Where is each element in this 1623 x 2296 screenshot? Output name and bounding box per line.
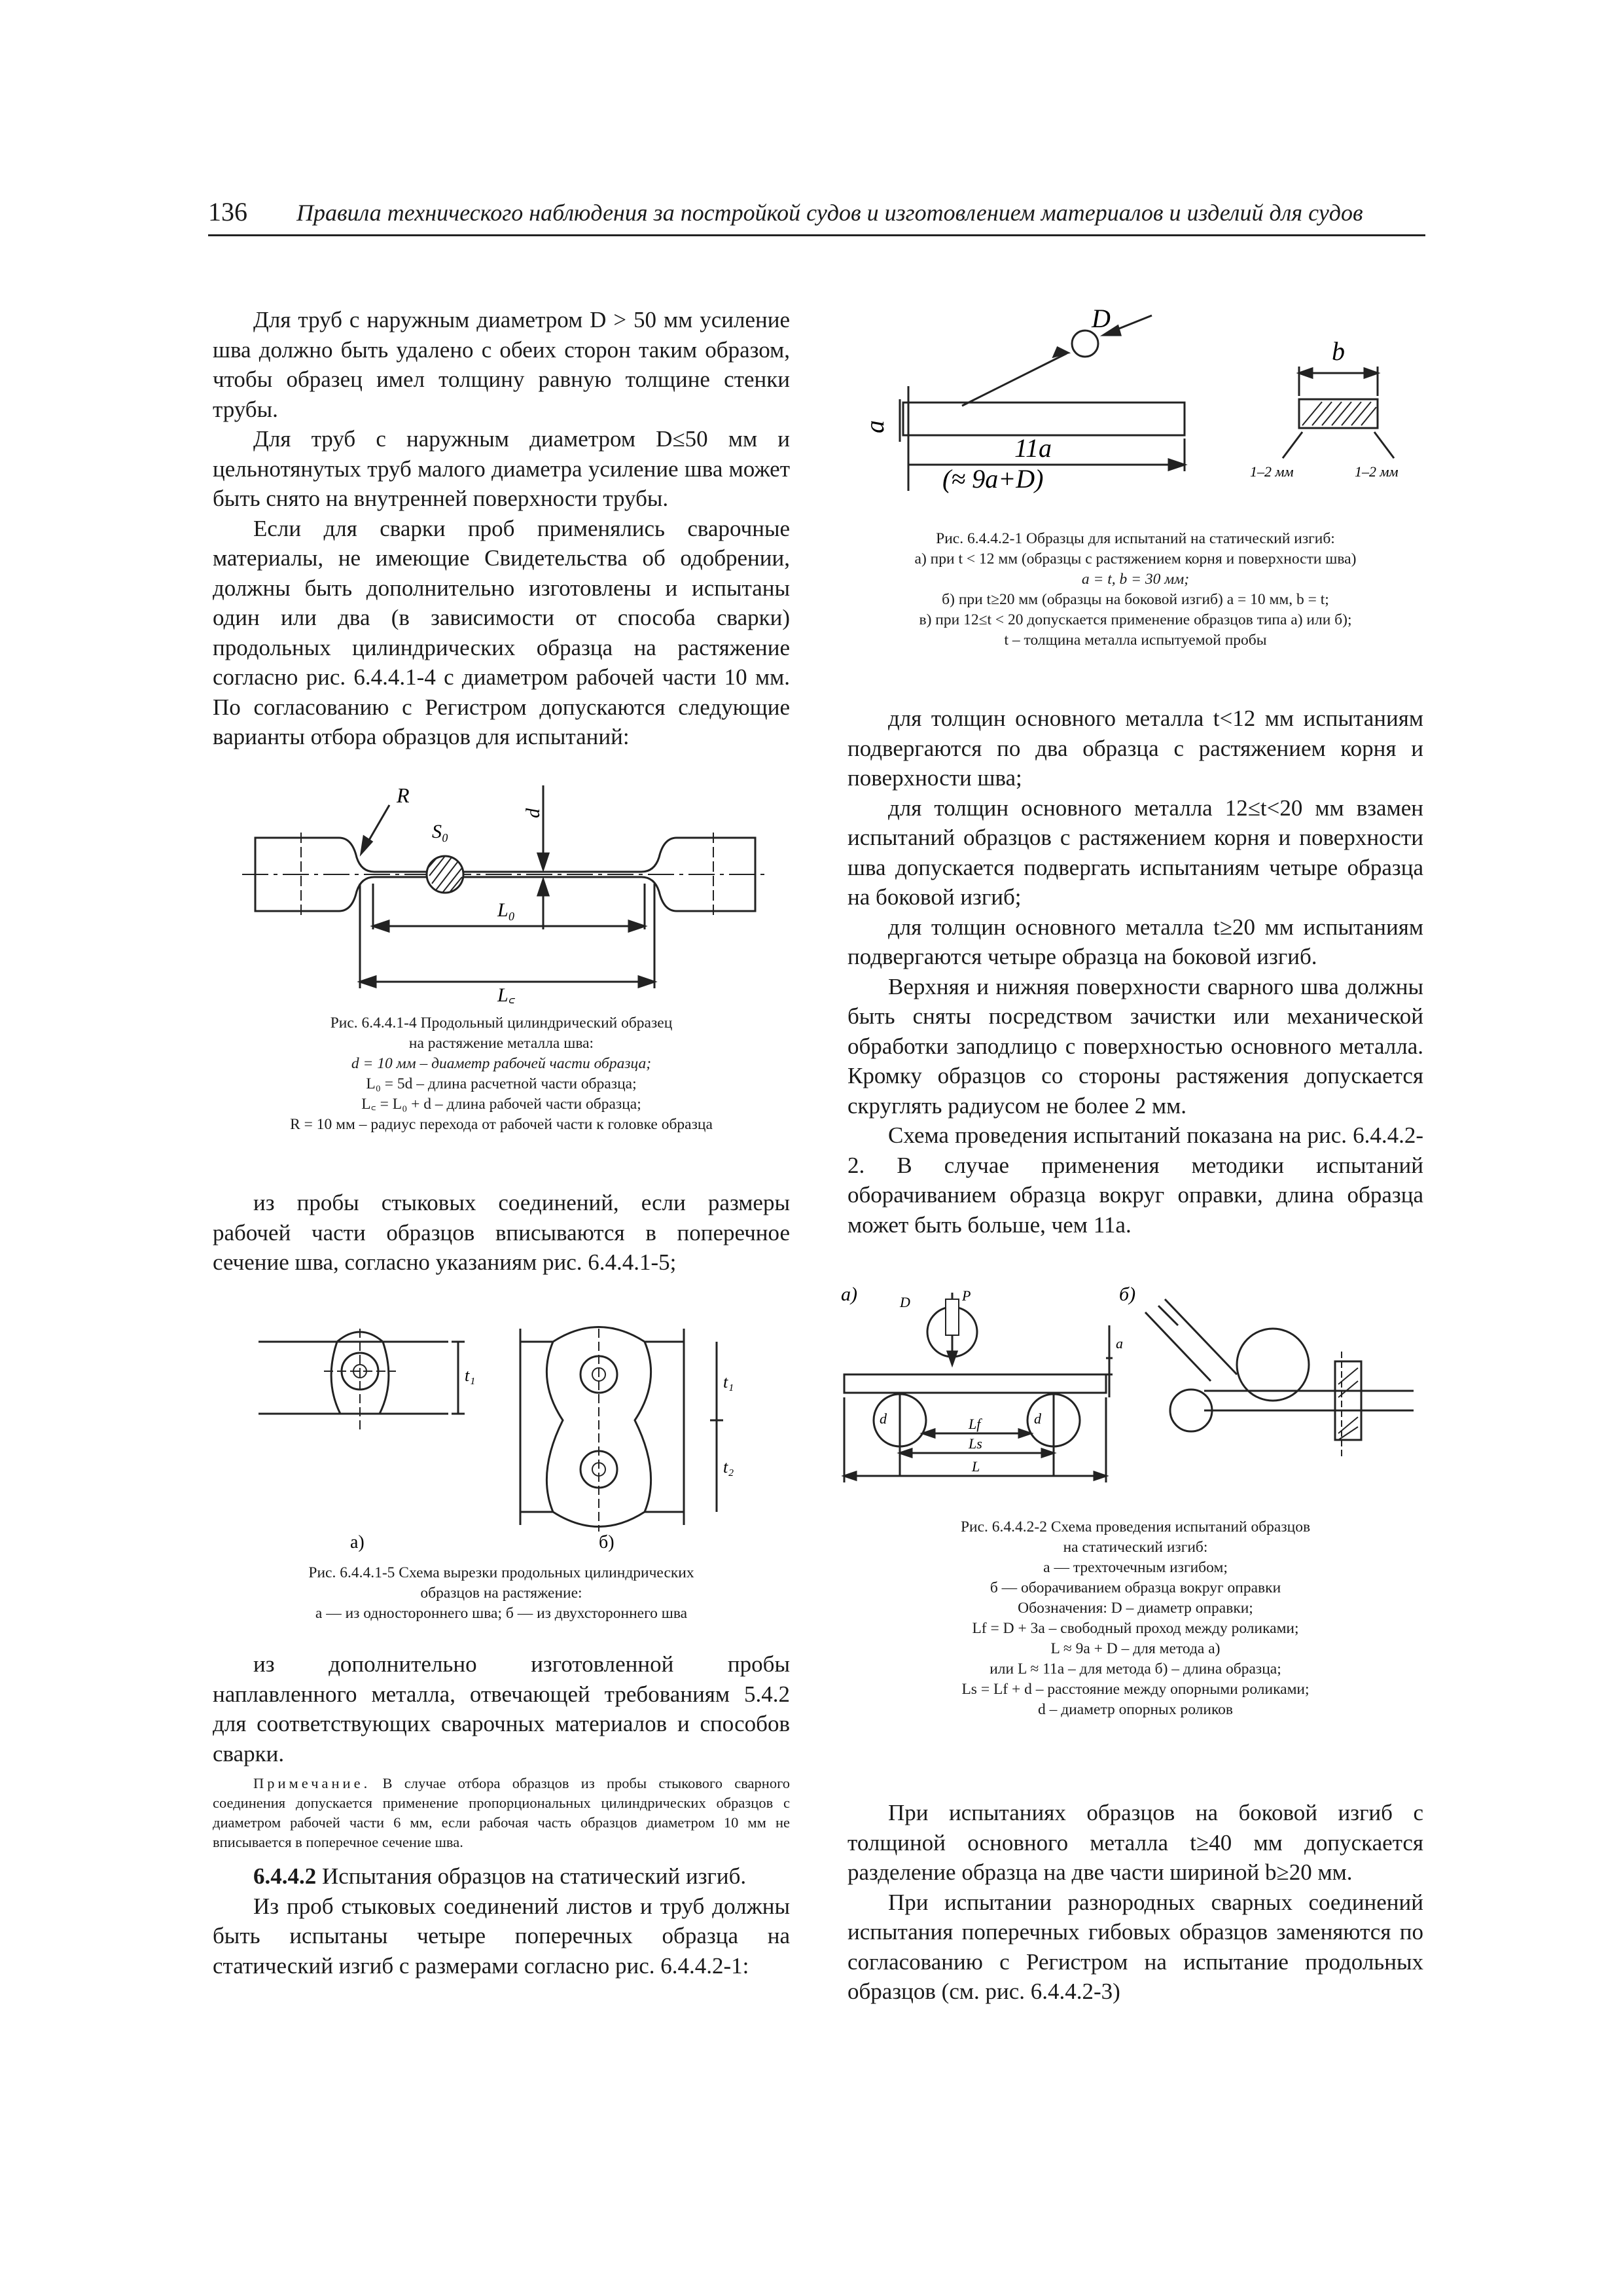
page-number: 136 (208, 197, 247, 226)
paragraph: Для труб с наружным диаметром D > 50 мм усиление шва должно быть удалено с обеих сторон таким образом, чтобы образец имел толщину равную толщине стенки трубы. (213, 307, 790, 422)
caption-line: б) при t≥20 мм (образцы на боковой изгиб) a = 10 мм, b = t; (942, 591, 1329, 608)
paragraph: Из проб стыковых соединений листов и труб должны быть испытаны четыре поперечных образца на статический изгиб с размерами согласно рис. 6.4.4.2-1: (213, 1893, 790, 1979)
paragraph: Схема проведения испытаний показана на рис. 6.4.4.2-2. В случае применения методики испытаний оборачиванием образца вокруг оправки, длина образца может быть больше, чем 11a. (847, 1122, 1423, 1238)
paragraph: При испытании разнородных сварных соединений испытания поперечных гибовых образцов заменяются по согласованию с Регистром на испытание продольных образцов (см. рис. 6.4.4.2-3) (847, 1889, 1423, 2004)
figure-caption-6-4-4-1-5 (213, 1563, 790, 1624)
caption-line: б — оборачиванием образца вокруг оправки (990, 1579, 1281, 1596)
label-variant-b: б) (599, 1532, 615, 1552)
figure-cutting-scheme (259, 1316, 782, 1551)
note (213, 1774, 790, 1852)
label-D: D (1092, 304, 1111, 333)
paragraph: Верхняя и нижняя поверхности сварного шва должны быть сняты посредством зачистки или механической обработки заподлицо с поверхностью основного металла. Кромку образцов со стороны растяжения допускается скруглять радиусом не более 2 мм. (847, 973, 1423, 1119)
left-text-block-2 (213, 1188, 790, 1278)
caption-line: L ≈ 9a + D – для метода а) (1050, 1640, 1221, 1657)
paragraph: для толщин основного металла t≥20 мм испытаниям подвергаются четыре образца на боковой изгиб. (847, 914, 1423, 969)
section-title: Испытания образцов на статический изгиб. (322, 1863, 747, 1889)
caption-line: на растяжение металла шва: (408, 1035, 594, 1052)
caption-line: Lf = D + 3a – свободный проход между роликами; (972, 1620, 1299, 1637)
caption-line: а) при t < 12 мм (образцы с растяжением корня и поверхности шва) (914, 550, 1357, 567)
figure-tensile-specimen (236, 783, 779, 1006)
note-text: В случае отбора образцов из пробы стыкового сварного соединения допускается применение пропорциональных цилиндрических образцов с диаметром рабочей части 6 мм, если рабочая часть образцов диаметром 10 мм не вписывается в поперечное сечение шва. (213, 1775, 790, 1850)
caption-line: Рис. 6.4.4.2-1 Образцы для испытаний на статический изгиб: (936, 530, 1335, 547)
running-title: Правила технического наблюдения за постройкой судов и изготовлением материалов и изделий для судов (296, 200, 1363, 226)
label-9a-plus-D: (≈ 9a+D) (942, 464, 1044, 493)
caption-line: t – толщина металла испытуемой пробы (1004, 632, 1267, 649)
label-R: R (397, 783, 410, 807)
label-t1-b: t₁ (723, 1372, 734, 1391)
caption-line: а — из одностороннего шва; б — из двухстороннего шва (315, 1605, 688, 1622)
right-text-block-1 (847, 704, 1423, 1240)
label-Lf: Lf (969, 1416, 981, 1432)
label-t1: t₁ (465, 1366, 476, 1385)
figure-caption-6-4-4-2-2 (847, 1517, 1423, 1720)
right-text-block-2 (847, 1798, 1423, 2007)
label-D2: D (900, 1294, 910, 1310)
label-11a: 11a (1014, 433, 1052, 463)
caption-line: а — трехточечным изгибом; (1043, 1559, 1228, 1576)
figure-bend-test-scheme (838, 1283, 1427, 1509)
label-b: b (1332, 336, 1345, 366)
label-L: L (972, 1458, 980, 1475)
figure-bend-specimen (851, 304, 1427, 504)
label-Lc: L꜀ (497, 984, 516, 1006)
caption-line: d = 10 мм – диаметр рабочей части образца; (351, 1055, 652, 1072)
caption-line: или L ≈ 11a – для метода б) – длина образца; (990, 1660, 1281, 1677)
left-text-block-3 (213, 1649, 790, 1981)
caption-line: в) при 12≤t < 20 допускается применение образцов типа а) или б); (919, 611, 1352, 628)
label-t2: t₂ (723, 1458, 734, 1477)
label-method-b: б) (1119, 1283, 1136, 1305)
caption-line: на статический изгиб: (1063, 1539, 1208, 1556)
label-a: a (860, 420, 889, 433)
caption-line: Рис. 6.4.4.1-5 Схема вырезки продольных цилиндрических (308, 1564, 694, 1581)
paragraph: из пробы стыковых соединений, если размеры рабочей части образцов вписываются в поперечное сечение шва, согласно указаниям рис. 6.4.4.1-5; (213, 1190, 790, 1275)
label-roller-d-2: d (1034, 1410, 1041, 1427)
label-margin-1: 1–2 мм (1250, 463, 1294, 480)
header-rule (208, 234, 1425, 236)
label-L0: L₀ (497, 899, 516, 921)
paragraph: для толщин основного металла t<12 мм испытаниям подвергаются по два образца с растяжением корня и поверхности шва; (847, 706, 1423, 791)
label-method-a: а) (841, 1283, 857, 1305)
caption-line: d – диаметр опорных роликов (1037, 1701, 1234, 1718)
label-margin-2: 1–2 мм (1355, 463, 1399, 480)
label-P: P (962, 1287, 971, 1304)
caption-line: L꜀ = L₀ + d – длина рабочей части образца; (361, 1096, 641, 1113)
figure-caption-6-4-4-2-1 (847, 529, 1423, 651)
section-number: 6.4.4.2 (253, 1863, 317, 1889)
caption-line: R = 10 мм – радиус перехода от рабочей части к головке образца (290, 1116, 713, 1133)
left-text-block-1 (213, 305, 790, 752)
page-header (208, 196, 1425, 237)
label-variant-a: а) (350, 1532, 365, 1552)
caption-line: образцов на растяжение: (420, 1585, 582, 1602)
paragraph: из дополнительно изготовленной пробы наплавленного металла, отвечающей требованиям 5.4.2 для соответствующих сварочных материалов и способов сварки. (213, 1651, 790, 1767)
label-S0: S₀ (432, 821, 449, 842)
caption-line: Ls = Lf + d – расстояние между опорными роликами; (961, 1681, 1310, 1698)
label-Ls: Ls (969, 1435, 982, 1452)
paragraph: для толщин основного металла 12≤t<20 мм взамен испытаний образцов с растяжением корня и поверхности шва допускается подвергать испытаниям четыре образца на боковой изгиб; (847, 795, 1423, 910)
caption-line: L₀ = 5d – длина расчетной части образца; (366, 1075, 637, 1092)
paragraph: При испытаниях образцов на боковой изгиб с толщиной основного металла t≥40 мм допускается разделение образца на две части шириной b≥20 мм. (847, 1800, 1423, 1885)
note-label: Примечание. (253, 1775, 371, 1791)
label-roller-d-1: d (880, 1410, 887, 1427)
label-d: d (522, 808, 544, 818)
caption-line: Обозначения: D – диаметр оправки; (1018, 1600, 1253, 1617)
label-a-thickness: a (1116, 1335, 1123, 1352)
section-heading (213, 1861, 790, 1892)
caption-line: Рис. 6.4.4.1-4 Продольный цилиндрический образец (330, 1014, 673, 1031)
caption-line: Рис. 6.4.4.2-2 Схема проведения испытаний образцов (960, 1518, 1311, 1535)
paragraph: Для труб с наружным диаметром D≤50 мм и цельнотянутых труб малого диаметра усиление шва может быть снято на внутренней поверхности трубы. (213, 426, 790, 511)
paragraph: Если для сварки проб применялись сварочные материалы, не имеющие Свидетельства об одобрении, должны быть дополнительно изготовлены и испытаны один или два (в зависимости от способа сварки) продольных цилиндрических образца на растяжение согласно рис. 6.4.4.1-4 с диаметром рабочей части 10 мм. По согласованию с Регистром допускаются следующие варианты отбора образцов для испытаний: (213, 515, 790, 749)
caption-line: a = t, b = 30 мм; (1081, 571, 1190, 588)
figure-caption-6-4-4-1-4 (213, 1013, 790, 1135)
